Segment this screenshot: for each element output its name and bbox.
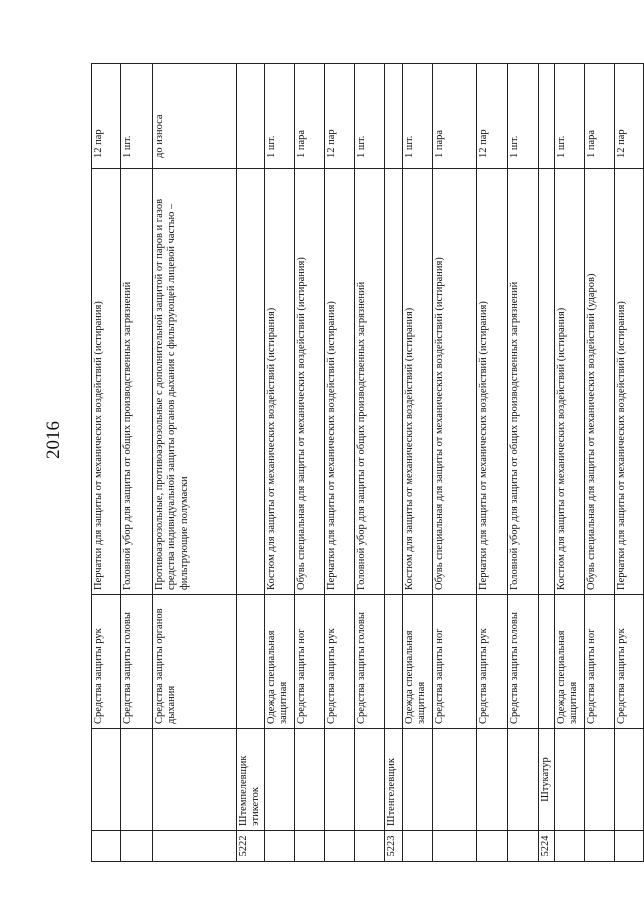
profession-cell: Штемпелевщик этикеток — [237, 729, 265, 831]
code-cell — [507, 831, 538, 862]
code-cell — [92, 831, 121, 862]
code-cell — [294, 831, 324, 862]
profession-cell — [92, 729, 121, 831]
item-cell: Головной убор для защиты от общих производственных загрязнений — [121, 169, 153, 595]
item-cell — [384, 169, 402, 595]
item-cell: Головной убор для защиты от общих производственных загрязнений — [354, 169, 384, 595]
category-cell: Одежда специальная защитная — [402, 595, 432, 729]
code-cell: 5222 — [237, 831, 265, 862]
profession-cell — [614, 729, 643, 831]
profession-cell — [264, 729, 294, 831]
table-row — [294, 64, 324, 862]
code-cell — [614, 831, 643, 862]
code-cell — [476, 831, 507, 862]
item-cell: Перчатки для защиты от механических воздействий (истирания) — [476, 169, 507, 595]
item-cell — [237, 169, 265, 595]
ppe-table-container — [91, 64, 627, 862]
quantity-cell: 1 шт. — [264, 64, 294, 169]
category-cell: Одежда специальная защитная — [264, 595, 294, 729]
code-cell — [153, 831, 237, 862]
category-cell: Средства защиты ног — [432, 595, 476, 729]
item-cell: Обувь специальная для защиты от механических воздействий (истирания) — [294, 169, 324, 595]
code-cell — [554, 831, 584, 862]
quantity-cell: 1 пара — [584, 64, 614, 169]
code-cell — [354, 831, 384, 862]
category-cell: Средства защиты ног — [294, 595, 324, 729]
quantity-cell — [384, 64, 402, 169]
quantity-cell — [237, 64, 265, 169]
profession-cell — [402, 729, 432, 831]
category-cell — [538, 595, 554, 729]
item-cell: Перчатки для защиты от механических воздействий (истирания) — [92, 169, 121, 595]
profession-cell — [294, 729, 324, 831]
quantity-cell: 12 пар — [92, 64, 121, 169]
quantity-cell: 1 шт. — [402, 64, 432, 169]
code-cell — [324, 831, 354, 862]
item-cell: Перчатки для защиты от механических воздействий (истирания) — [614, 169, 643, 595]
quantity-cell: до износа — [153, 64, 237, 169]
quantity-cell: 1 шт. — [507, 64, 538, 169]
quantity-cell: 1 шт. — [121, 64, 153, 169]
table-row — [554, 64, 584, 862]
quantity-cell: 1 пара — [294, 64, 324, 169]
category-cell: Средства защиты рук — [476, 595, 507, 729]
profession-cell — [507, 729, 538, 831]
profession-cell — [354, 729, 384, 831]
profession-cell — [584, 729, 614, 831]
profession-row — [538, 64, 554, 862]
quantity-cell: 1 шт. — [554, 64, 584, 169]
table-row — [153, 64, 237, 862]
category-cell: Средства защиты рук — [92, 595, 121, 729]
code-cell: 5223 — [384, 831, 402, 862]
code-cell — [584, 831, 614, 862]
table-row — [92, 64, 121, 862]
profession-cell — [554, 729, 584, 831]
table-row — [354, 64, 384, 862]
table-row — [584, 64, 614, 862]
code-cell — [264, 831, 294, 862]
category-cell — [384, 595, 402, 729]
category-cell: Средства защиты головы — [121, 595, 153, 729]
profession-cell — [121, 729, 153, 831]
category-cell: Средства защиты ног — [584, 595, 614, 729]
table-row — [402, 64, 432, 862]
ppe-norms-table — [91, 63, 644, 862]
profession-cell — [432, 729, 476, 831]
code-cell — [432, 831, 476, 862]
category-cell: Одежда специальная защитная — [554, 595, 584, 729]
profession-cell — [476, 729, 507, 831]
category-cell: Средства защиты рук — [324, 595, 354, 729]
category-cell — [237, 595, 265, 729]
profession-row — [384, 64, 402, 862]
table-row — [264, 64, 294, 862]
item-cell: Противоаэрозольные, противоаэрозольные с дополнительной защитой от паров и газов средства индивидуальной защиты органов дыхания с фильтрующей лицевой частью – фильтрующие полумаски — [153, 169, 237, 595]
quantity-cell: 12 пар — [476, 64, 507, 169]
item-cell: Костюм для защиты от механических воздействий (истирания) — [402, 169, 432, 595]
category-cell: Средства защиты органов дыхания — [153, 595, 237, 729]
category-cell: Средства защиты головы — [507, 595, 538, 729]
item-cell: Перчатки для защиты от механических воздействий (истирания) — [324, 169, 354, 595]
quantity-cell: 12 пар — [324, 64, 354, 169]
quantity-cell: 12 пар — [614, 64, 643, 169]
code-cell — [121, 831, 153, 862]
profession-cell — [324, 729, 354, 831]
profession-cell: Штукатур — [538, 729, 554, 831]
item-cell: Костюм для защиты от механических воздействий (истирания) — [264, 169, 294, 595]
item-cell: Обувь специальная для защиты от механических воздействий (истирания) — [432, 169, 476, 595]
quantity-cell — [538, 64, 554, 169]
table-row — [507, 64, 538, 862]
profession-cell: Штенгелевщик — [384, 729, 402, 831]
quantity-cell: 1 шт. — [354, 64, 384, 169]
rotated-table-frame — [91, 64, 627, 862]
item-cell: Костюм для защиты от механических воздействий (истирания) — [554, 169, 584, 595]
table-body — [92, 64, 644, 862]
quantity-cell: 1 пара — [432, 64, 476, 169]
table-row — [324, 64, 354, 862]
item-cell — [538, 169, 554, 595]
item-cell: Обувь специальная для защиты от механических воздействий (ударов) — [584, 169, 614, 595]
table-row — [476, 64, 507, 862]
profession-row — [237, 64, 265, 862]
table-row — [121, 64, 153, 862]
category-cell: Средства защиты рук — [614, 595, 643, 729]
table-row — [432, 64, 476, 862]
code-cell — [402, 831, 432, 862]
category-cell: Средства защиты головы — [354, 595, 384, 729]
code-cell: 5224 — [538, 831, 554, 862]
page-number: 2016 — [43, 421, 64, 459]
profession-cell — [153, 729, 237, 831]
table-row — [614, 64, 643, 862]
item-cell: Головной убор для защиты от общих производственных загрязнений — [507, 169, 538, 595]
